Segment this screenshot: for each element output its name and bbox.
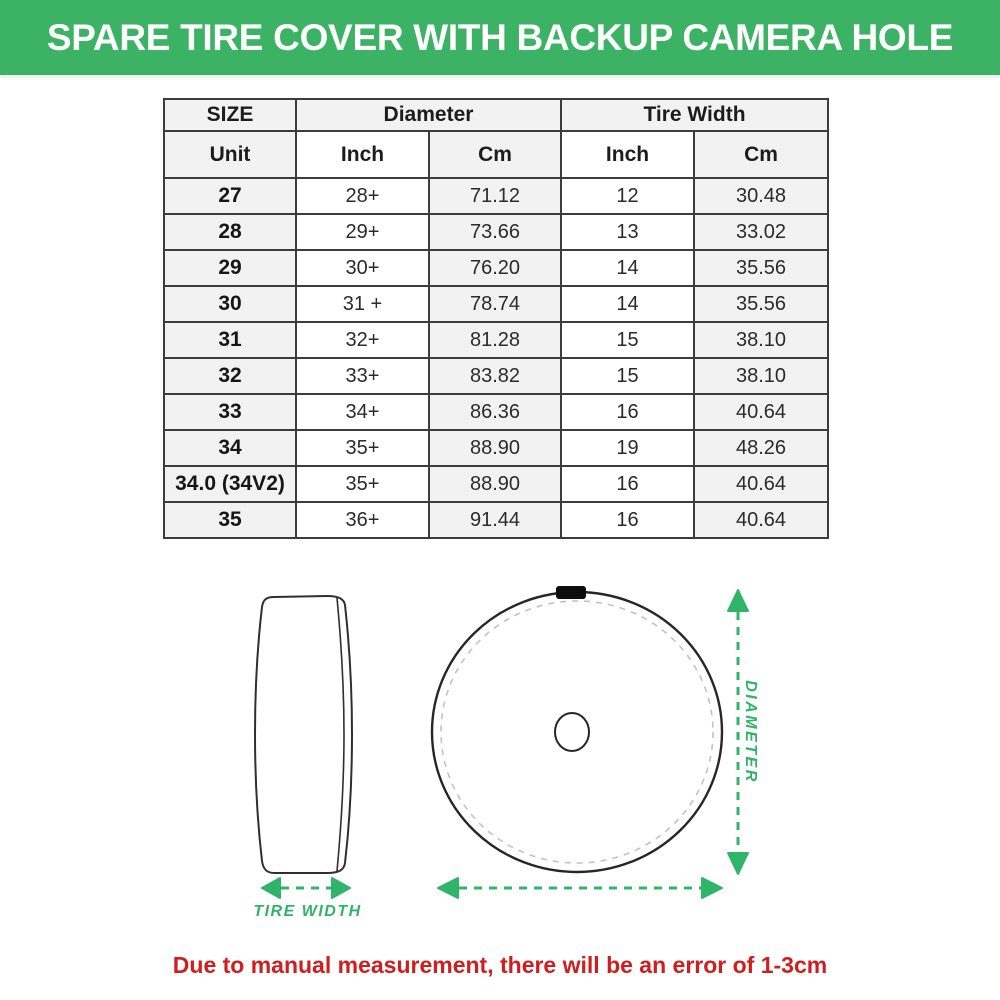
cell-tire-inch: 12 bbox=[561, 178, 694, 214]
page-title: SPARE TIRE COVER WITH BACKUP CAMERA HOLE bbox=[46, 16, 954, 58]
cell-diameter-cm: 88.90 bbox=[429, 466, 561, 502]
cell-diameter-cm: 78.74 bbox=[429, 286, 561, 322]
cell-diameter-cm: 86.36 bbox=[429, 394, 561, 430]
cell-tire-inch: 19 bbox=[561, 430, 694, 466]
cell-tire-cm: 40.64 bbox=[694, 394, 828, 430]
cell-diameter-inch: 34+ bbox=[296, 394, 429, 430]
cell-diameter-inch: 29+ bbox=[296, 214, 429, 250]
tire-width-label: TIRE WIDTH bbox=[253, 903, 362, 920]
cell-size: 31 bbox=[164, 322, 296, 358]
cell-tire-cm: 38.10 bbox=[694, 322, 828, 358]
cell-tire-inch: 16 bbox=[561, 502, 694, 538]
cell-size: 28 bbox=[164, 214, 296, 250]
cell-diameter-cm: 73.66 bbox=[429, 214, 561, 250]
cell-tire-inch: 14 bbox=[561, 286, 694, 322]
cell-diameter-cm: 76.20 bbox=[429, 250, 561, 286]
cell-tire-inch: 15 bbox=[561, 322, 694, 358]
backup-camera-hole bbox=[555, 713, 589, 751]
cell-tire-cm: 48.26 bbox=[694, 430, 828, 466]
top-tab bbox=[556, 586, 586, 599]
cell-diameter-inch: 36+ bbox=[296, 502, 429, 538]
tire-side-view bbox=[255, 596, 352, 873]
cell-size: 33 bbox=[164, 394, 296, 430]
measurement-error-note: Due to manual measurement, there will be an error of 1-3cm bbox=[172, 952, 828, 978]
cell-diameter-inch: 30+ bbox=[296, 250, 429, 286]
cell-diameter-cm: 88.90 bbox=[429, 430, 561, 466]
header-diameter-inch: Inch bbox=[296, 131, 429, 178]
cell-diameter-inch: 32+ bbox=[296, 322, 429, 358]
cell-diameter-inch: 28+ bbox=[296, 178, 429, 214]
cell-diameter-cm: 83.82 bbox=[429, 358, 561, 394]
diameter-label: DIAMETER bbox=[742, 680, 759, 784]
header-tire-width: Tire Width bbox=[561, 99, 828, 131]
cell-diameter-inch: 35+ bbox=[296, 430, 429, 466]
cell-tire-inch: 14 bbox=[561, 250, 694, 286]
tire-front-view bbox=[432, 586, 722, 872]
cell-tire-cm: 30.48 bbox=[694, 178, 828, 214]
cell-tire-cm: 40.64 bbox=[694, 466, 828, 502]
cell-diameter-cm: 91.44 bbox=[429, 502, 561, 538]
cell-size: 34 bbox=[164, 430, 296, 466]
tire-width-arrow bbox=[262, 878, 350, 898]
cell-diameter-cm: 71.12 bbox=[429, 178, 561, 214]
cell-tire-cm: 40.64 bbox=[694, 502, 828, 538]
cell-tire-cm: 38.10 bbox=[694, 358, 828, 394]
cell-size: 35 bbox=[164, 502, 296, 538]
cell-tire-cm: 35.56 bbox=[694, 250, 828, 286]
cell-tire-inch: 13 bbox=[561, 214, 694, 250]
header-size: SIZE bbox=[164, 99, 296, 131]
cell-size: 30 bbox=[164, 286, 296, 322]
cell-diameter-inch: 35+ bbox=[296, 466, 429, 502]
cell-tire-inch: 16 bbox=[561, 466, 694, 502]
header-tire-inch: Inch bbox=[561, 131, 694, 178]
cell-size: 29 bbox=[164, 250, 296, 286]
header-diameter: Diameter bbox=[296, 99, 561, 131]
cell-diameter-inch: 33+ bbox=[296, 358, 429, 394]
cell-tire-inch: 15 bbox=[561, 358, 694, 394]
header-tire-cm: Cm bbox=[694, 131, 828, 178]
cell-tire-cm: 35.56 bbox=[694, 286, 828, 322]
cell-size: 32 bbox=[164, 358, 296, 394]
cell-size: 34.0 (34V2) bbox=[164, 466, 296, 502]
cell-diameter-cm: 81.28 bbox=[429, 322, 561, 358]
header-diameter-cm: Cm bbox=[429, 131, 561, 178]
cell-tire-inch: 16 bbox=[561, 394, 694, 430]
cell-diameter-inch: 31 + bbox=[296, 286, 429, 322]
header-unit: Unit bbox=[164, 131, 296, 178]
cell-size: 27 bbox=[164, 178, 296, 214]
diameter-arrow-horizontal bbox=[438, 878, 722, 898]
cell-tire-cm: 33.02 bbox=[694, 214, 828, 250]
